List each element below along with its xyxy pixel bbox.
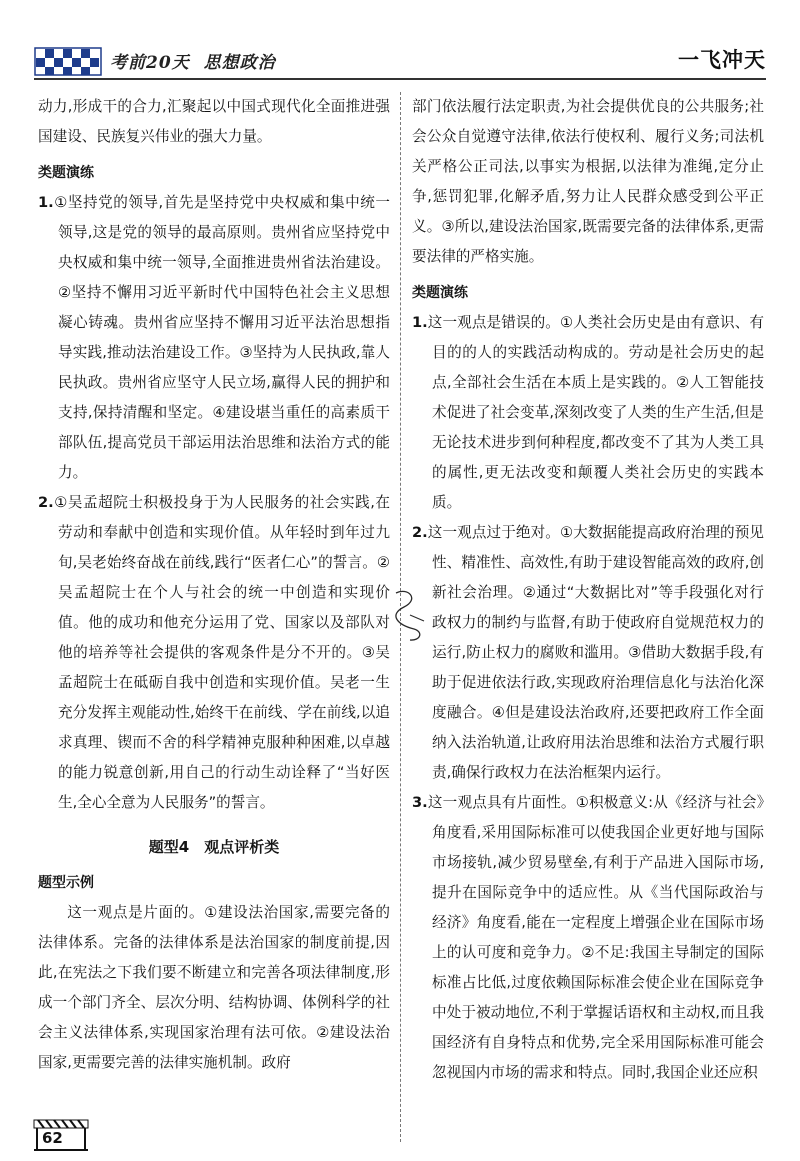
item-number: 1. <box>38 194 54 211</box>
page-number: 62 <box>42 1129 63 1147</box>
item-number: 2. <box>38 494 54 511</box>
pen-scribble-icon <box>390 585 430 645</box>
item-text: ①坚持党的领导,首先是坚持党中央权威和集中统一领导,这是党的领导的最高原则。贵州省应坚持党中央权威和集中统一领导,全面推进贵州省法治建设。②坚持不懈用习近平新时代中国特色社会主义思想凝心铸魂。贵州省应坚持不懈用习近平法治思想指导实践,推动法治建设工作。③坚持为人民执政,靠人民执政。贵州省应坚守人民立场,赢得人民的拥护和支持,保持清醒和坚定。④建设堪当重任的高素质干部队伍,提高党员干部运用法治思维和法治方式的能力。 <box>53 194 390 481</box>
header-rule <box>34 78 766 80</box>
answer-item-3 <box>412 788 764 1088</box>
item-text: 这一观点过于绝对。①大数据能提高政府治理的预见性、精准性、高效性,有助于建设智能高效的政府,创新社会治理。②通过“大数据比对”等手段强化对行政权力的制约与监督,有助于使政府自觉规范权力的运行,防止权力的腐败和滥用。③借助大数据手段,有助于促进依法行政,实现政府治理信息化与法治化深度融合。④但是建设法治政府,还要把政府工作全面纳入法治轨道,让政府用法治思维和法治方式履行职责,确保行政权力在法治框架内运行。 <box>427 524 764 781</box>
answer-item-1 <box>38 188 390 488</box>
item-text: 这一观点是错误的。①人类社会历史是由有意识、有目的的人的实践活动构成的。劳动是社会历史的起点,全部社会生活在本质上是实践的。②人工智能技术促进了社会变革,深刻改变了人类的生产生活,但是无论技术进步到何种程度,都改变不了其为人类工具的属性,更无法改变和颠覆人类社会历史的实践本质。 <box>427 314 764 511</box>
checkered-flag-icon <box>34 44 104 76</box>
answer-item-2 <box>412 518 764 788</box>
item-number: 3. <box>412 794 428 811</box>
left-column <box>38 92 390 1078</box>
example-paragraph: 这一观点是片面的。①建设法治国家,需要完备的法律体系。完备的法律体系是法治国家的制度前提,因此,在宪法之下我们要不断建立和完善各项法律制度,形成一个部门齐全、层次分明、结构协调、体例科学的社会主义法律体系,实现国家治理有法可依。②建设法治国家,更需要完善的法律实施机制。政府 <box>38 904 390 1071</box>
item-text: ①吴孟超院士积极投身于为人民服务的社会实践,在劳动和奉献中创造和实现价值。从年轻时到年过九旬,吴老始终奋战在前线,践行“医者仁心”的誓言。②吴孟超院士在个人与社会的统一中创造和实现价值。他的成功和他充分运用了党、国家以及部队对他的培养等社会提供的客观条件是分不开的。③吴孟超院士在砥砺自我中创造和实现价值。吴老一生充分发挥主观能动性,始终干在前线、学在前线,以追求真理、锲而不舍的科学精神克服种种困难,以卓越的能力锐意创新,用自己的行动生动诠释了“当好医生,全心全意为人民服务”的誓言。 <box>53 494 390 811</box>
item-number: 1. <box>412 314 428 331</box>
header-title <box>110 48 276 73</box>
continuation-paragraph: 部门依法履行法定职责,为社会提供优良的公共服务;社会公众自觉遵守法律,依法行使权利、履行义务;司法机关严格公正司法,以事实为根据,以法律为准绳,定分止争,惩罚犯罪,化解矛盾,努力让人民群众感受到公平正义。③所以,建设法治国家,既需要完备的法律体系,更需要法律的严格实施。 <box>412 98 764 265</box>
section-title: 题型4 观点评析类 <box>148 838 280 856</box>
header-title-part1: 考前20天 <box>110 53 190 73</box>
answer-item-1 <box>412 308 764 518</box>
item-number: 2. <box>412 524 428 541</box>
intro-paragraph: 动力,形成干的合力,汇聚起以中国式现代化全面推进强国建设、民族复兴伟业的强大力量。 <box>38 98 390 145</box>
answer-item-2 <box>38 488 390 818</box>
example-heading: 题型示例 <box>38 875 94 891</box>
page-header <box>34 42 766 82</box>
practice-heading-right: 类题演练 <box>412 285 468 301</box>
right-column <box>412 92 764 1088</box>
practice-heading-left: 类题演练 <box>38 165 94 181</box>
header-title-part2: 思想政治 <box>203 53 276 73</box>
page-number-badge <box>30 1118 92 1152</box>
item-text: 这一观点具有片面性。①积极意义:从《经济与社会》角度看,采用国际标准可以使我国企业更好地与国际市场接轨,减少贸易壁垒,有利于产品进入国际市场,提升在国际竞争中的适应性。从《当代国际政治与经济》角度看,能在一定程度上增强企业在国际市场上的认可度和竞争力。②不足:我国主导制定的国际标准占比低,过度依赖国际标准会使企业在国际竞争中处于被动地位,不利于掌握话语权和主动权,而且我国经济有自身特点和优势,完全采用国际标准可能会忽视国内市场的需求和特点。同时,我国企业还应积 <box>427 794 764 1081</box>
brand-logo-text: 一飞冲天 <box>678 48 766 72</box>
